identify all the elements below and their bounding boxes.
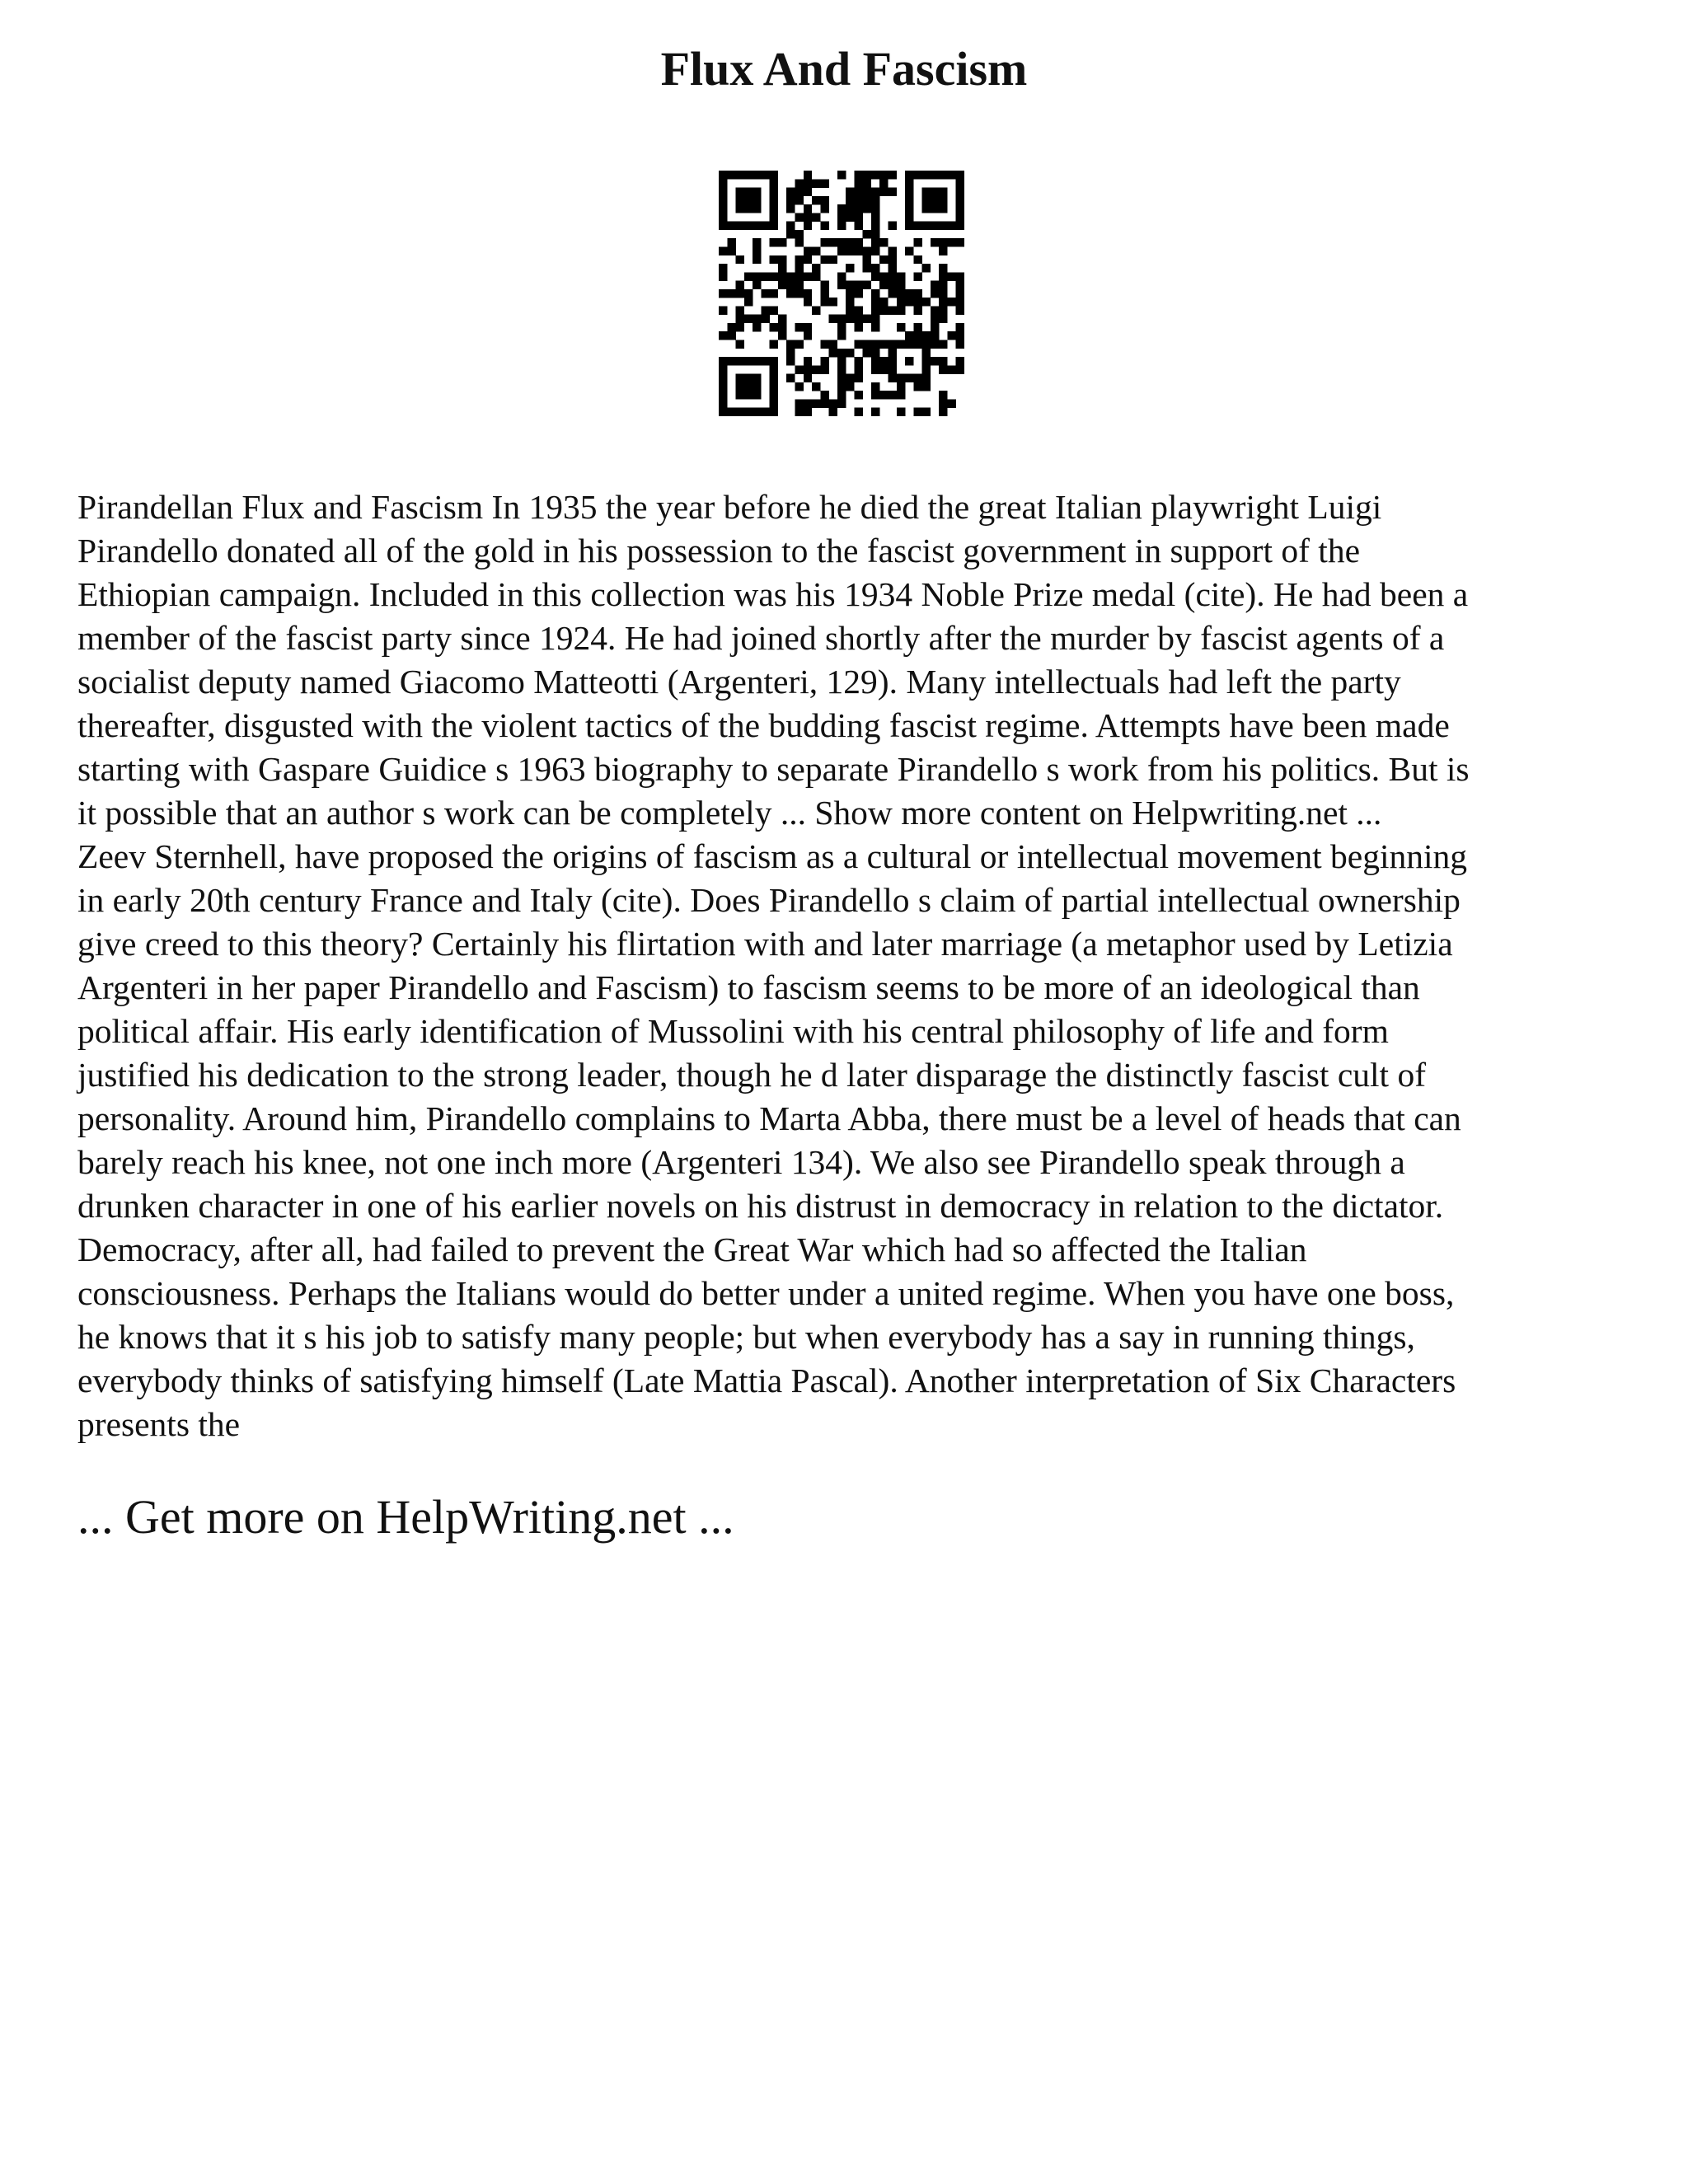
body-line: he knows that it s his job to satisfy many people; but when everybody has a say in running things, bbox=[77, 1318, 1415, 1356]
body-line: Ethiopian campaign. Included in this collection was his 1934 Noble Prize medal (cite). He had been a bbox=[77, 575, 1469, 613]
body-line: Pirandellan Flux and Fascism In 1935 the year before he died the great Italian playwright Luigi bbox=[77, 488, 1382, 526]
body-line: Pirandello donated all of the gold in his possession to the fascist government in support of the bbox=[77, 532, 1361, 569]
body-line: Zeev Sternhell, have proposed the origins of fascism as a cultural or intellectual movement beginning bbox=[77, 837, 1468, 875]
body-line: starting with Gaspare Guidice s 1963 biography to separate Pirandello s work from his politics. But is bbox=[77, 750, 1470, 788]
body-line: presents the bbox=[77, 1405, 241, 1443]
body-line: barely reach his knee, not one inch more (Argenteri 134). We also see Pirandello speak through a bbox=[77, 1143, 1405, 1181]
body-line: personality. Around him, Pirandello complains to Marta Abba, there must be a level of heads that can bbox=[77, 1099, 1461, 1137]
qr-code-icon[interactable] bbox=[719, 171, 964, 416]
body-line: consciousness. Perhaps the Italians would do better under a united regime. When you have one boss, bbox=[77, 1274, 1455, 1312]
body-line: member of the fascist party since 1924. He had joined shortly after the murder by fascist agents of a bbox=[77, 619, 1445, 657]
body-line: give creed to this theory? Certainly his flirtation with and later marriage (a metaphor used by Letizia bbox=[77, 925, 1453, 963]
body-line: thereafter, disgusted with the violent tactics of the budding fascist regime. Attempts have been made bbox=[77, 706, 1450, 744]
body-line: political affair. His early identification of Mussolini with his central philosophy of life and form bbox=[77, 1012, 1389, 1050]
body-line: justified his dedication to the strong leader, though he d later disparage the distinctly fascist cult of bbox=[77, 1056, 1427, 1094]
essay-body-text bbox=[77, 485, 1619, 1446]
get-more-link[interactable]: ... Get more on HelpWriting.net ... bbox=[77, 1490, 734, 1544]
body-line: drunken character in one of his earlier novels on his distrust in democracy in relation to the dictator. bbox=[77, 1187, 1444, 1225]
page-title: Flux And Fascism bbox=[660, 42, 1028, 96]
body-line: Democracy, after all, had failed to prevent the Great War which had so affected the Italian bbox=[77, 1230, 1307, 1268]
body-line: socialist deputy named Giacomo Matteotti (Argenteri, 129). Many intellectuals had left the party bbox=[77, 663, 1401, 701]
body-line: it possible that an author s work can be completely ... Show more content on Helpwriting.net ... bbox=[77, 794, 1382, 832]
body-line: in early 20th century France and Italy (cite). Does Pirandello s claim of partial intellectual ownership bbox=[77, 881, 1461, 919]
body-line: Argenteri in her paper Pirandello and Fascism) to fascism seems to be more of an ideological than bbox=[77, 968, 1420, 1006]
body-line: everybody thinks of satisfying himself (Late Mattia Pascal). Another interpretation of Six Characters bbox=[77, 1361, 1456, 1399]
